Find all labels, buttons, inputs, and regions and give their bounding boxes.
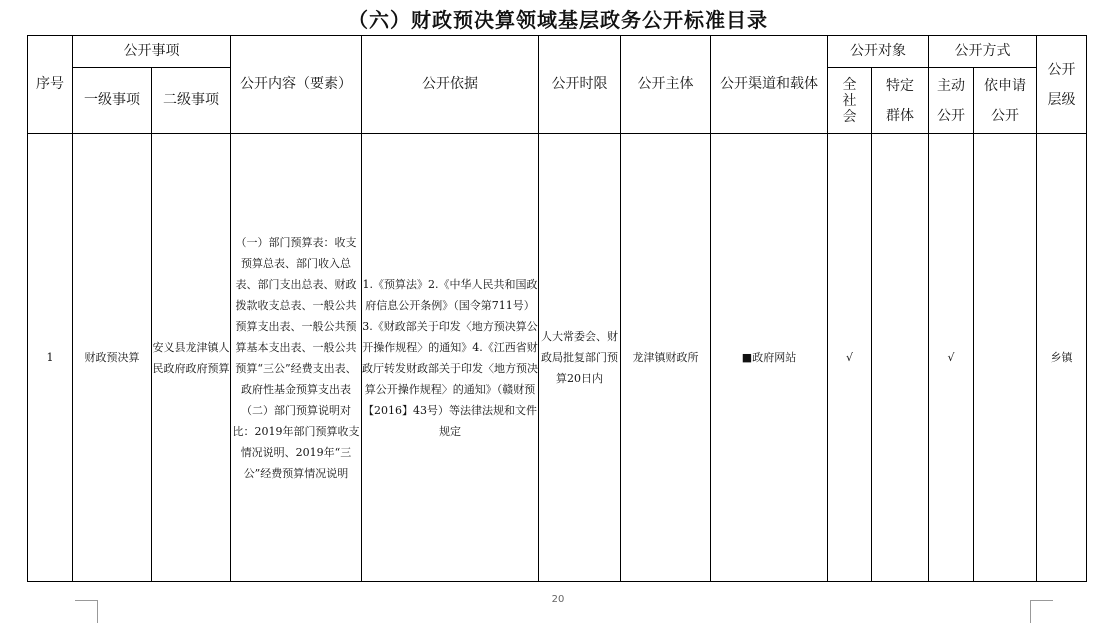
header-method-request-line2: 公开	[991, 107, 1019, 124]
header-level-line2: 层级	[1047, 91, 1076, 108]
header-method-active-line1: 主动	[937, 77, 965, 94]
header-channel: 公开渠道和载体	[711, 36, 828, 134]
header-method-request	[974, 68, 1037, 134]
header-level-line1: 公开	[1047, 61, 1076, 78]
cell-content: （一）部门预算表：收支预算总表、部门收入总表、部门支出总表、财政拨款收支总表、一般公共预算支出表、一般公共预算基本支出表、一般公共预算“三公”经费支出表、政府性基金预算支出表（二）部门预算说明对比：2019年部门预算收支情况说明、2019年“三公”经费预算情况说明	[231, 134, 362, 582]
header-basis: 公开依据	[362, 36, 539, 134]
header-level1: 一级事项	[73, 68, 152, 134]
cell-level2: 安义县龙津镇人民政府政府预算	[152, 134, 231, 582]
standard-catalog-table	[27, 35, 1087, 582]
page-title: （六）财政预决算领域基层政务公开标准目录	[348, 8, 768, 32]
header-audience: 公开对象	[828, 36, 929, 68]
header-audience-all-line3: 会	[842, 108, 857, 125]
cell-level: 乡镇	[1037, 134, 1087, 582]
header-matter: 公开事项	[73, 36, 231, 68]
header-audience-specific-line2: 群体	[886, 107, 914, 124]
cell-channel: ■政府网站	[711, 134, 828, 582]
header-subject: 公开主体	[621, 36, 711, 134]
header-seq: 序号	[28, 36, 73, 134]
header-level2: 二级事项	[152, 68, 231, 134]
cell-basis: 1.《预算法》2.《中华人民共和国政府信息公开条例》（国令第711号）3.《财政部关于印发〈地方预决算公开操作规程〉的通知》4.《江西省财政厅转发财政部关于印发〈地方预决算公开操作规程〉的通知》（赣财预【2016】43号）等法律法规和文件规定	[362, 134, 539, 582]
header-audience-all-line1: 全	[842, 76, 857, 93]
header-content: 公开内容（要素）	[231, 36, 362, 134]
header-method: 公开方式	[929, 36, 1037, 68]
page-number: 20	[551, 594, 565, 605]
header-audience-specific-line1: 特定	[886, 77, 914, 94]
cell-method-active: √	[929, 134, 974, 582]
header-method-active-line2: 公开	[937, 107, 965, 124]
table-row	[28, 134, 1087, 582]
cell-time: 人大常委会、财政局批复部门预算20日内	[539, 134, 621, 582]
cell-method-request	[974, 134, 1037, 582]
cell-audience-all: √	[828, 134, 872, 582]
cell-subject: 龙津镇财政所	[621, 134, 711, 582]
header-audience-all-line2: 社	[842, 92, 857, 109]
header-time: 公开时限	[539, 36, 621, 134]
cell-seq: 1	[28, 134, 73, 582]
header-level	[1037, 36, 1087, 134]
cell-audience-specific	[872, 134, 929, 582]
header-audience-all	[828, 68, 872, 134]
header-method-request-line1: 依申请	[984, 77, 1026, 94]
header-audience-specific	[872, 68, 929, 134]
cell-level1: 财政预决算	[73, 134, 152, 582]
header-method-active	[929, 68, 974, 134]
